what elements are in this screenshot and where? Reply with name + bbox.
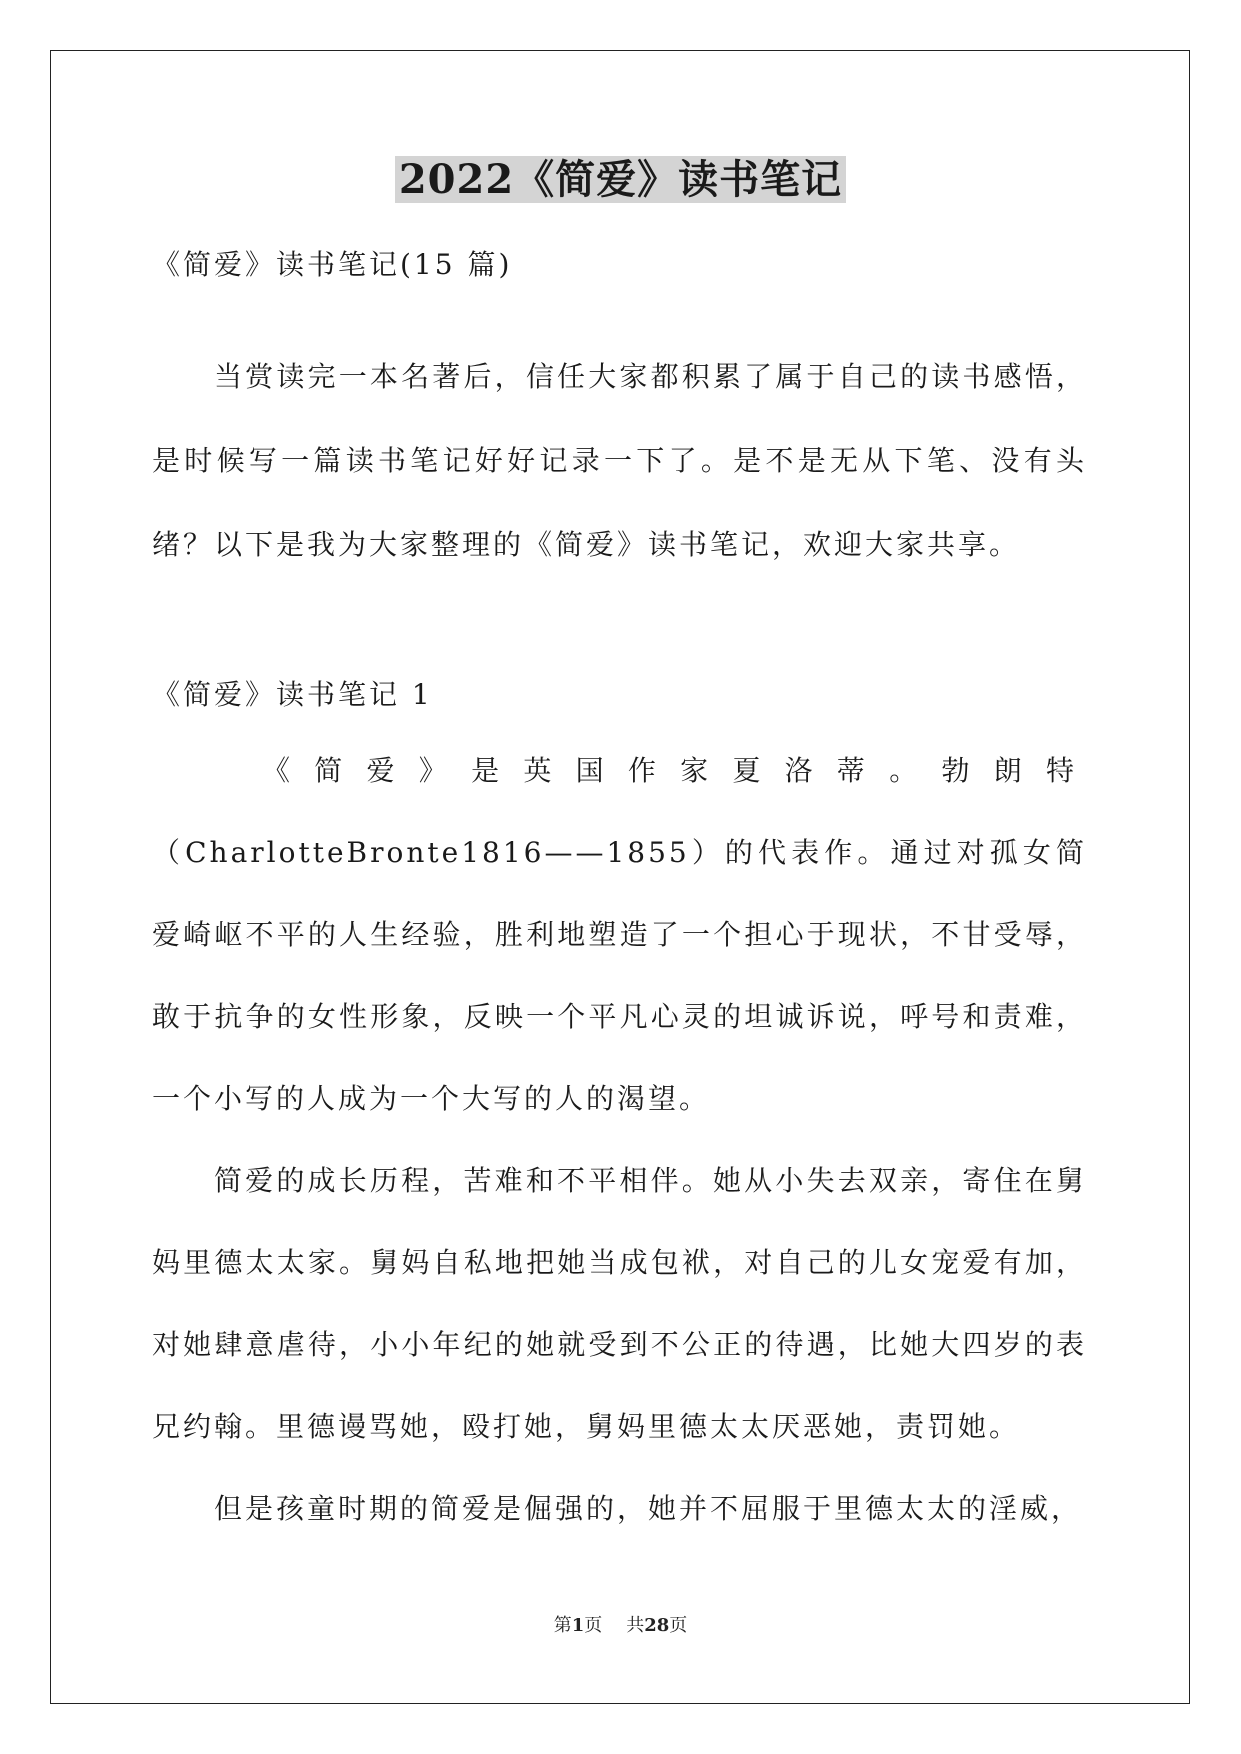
paragraph-1-char: 特 (1045, 754, 1077, 787)
section-body (152, 730, 1087, 1550)
footer-page-label: 第 (553, 1615, 572, 1636)
paragraph-1-char: 国 (575, 754, 607, 787)
paragraph-1-char: 作 (627, 754, 659, 787)
paragraph-1-char: 》 (418, 754, 450, 787)
paragraph-1-char: 爱 (366, 754, 398, 787)
footer-page-number: 1 (571, 1615, 585, 1636)
document-title-text: 2022《简爱》读书笔记 (395, 156, 846, 203)
footer-total-pages: 28 (644, 1615, 670, 1636)
paragraph-1-char: 夏 (732, 754, 764, 787)
paragraph-1: （CharlotteBronte1816——1855）的代表作。通过对孤女简爱崎岖不平的人生经验，胜利地塑造了一个担心于现状，不甘受辱，敢于抗争的女性形象，反映一个平凡心灵的坦诚诉说，呼号和责难，一个小写的人成为一个大写的人的渴望。 (152, 836, 1087, 1115)
paragraph-2: 简爱的成长历程，苦难和不平相伴。她从小失去双亲，寄住在舅妈里德太太家。舅妈自私地把她当成包袱，对自己的儿女宠爱有加，对她肆意虐待，小小年纪的她就受到不公正的待遇，比她大四岁的表兄约翰。里德谩骂她，殴打她，舅妈里德太太厌恶她，责罚她。 (152, 1164, 1087, 1443)
paragraph-1-char: 英 (523, 754, 555, 787)
paragraph-1-first-line (152, 730, 1087, 812)
paragraph-3: 但是孩童时期的简爱是倔强的，她并不屈服于里德太太的淫威， (214, 1492, 1083, 1525)
section-heading: 《简爱》读书笔记 1 (152, 678, 433, 711)
paragraph-1-char: 勃 (941, 754, 973, 787)
paragraph-1-char: 。 (889, 754, 921, 787)
page-footer (0, 1614, 1241, 1638)
paragraph-1-char: 简 (314, 754, 346, 787)
footer-total-unit: 页 (669, 1615, 688, 1636)
document-subtitle: 《简爱》读书笔记(15 篇) (152, 248, 513, 281)
paragraph-1-char: 家 (680, 754, 712, 787)
paragraph-1-char: 《 (262, 754, 294, 787)
footer-total-label: 共 (626, 1615, 645, 1636)
footer-page-unit: 页 (584, 1615, 603, 1636)
intro-paragraph: 当赏读完一本名著后，信任大家都积累了属于自己的读书感悟，是时候写一篇读书笔记好好记录一下了。是不是无从下笔、没有头绪？以下是我为大家整理的《简爱》读书笔记，欢迎大家共享。 (152, 360, 1087, 561)
paragraph-1-char: 是 (471, 754, 503, 787)
document-title (0, 150, 1241, 210)
paragraph-1-char: 洛 (784, 754, 816, 787)
paragraph-1-char: 蒂 (836, 754, 868, 787)
paragraph-1-char: 朗 (993, 754, 1025, 787)
